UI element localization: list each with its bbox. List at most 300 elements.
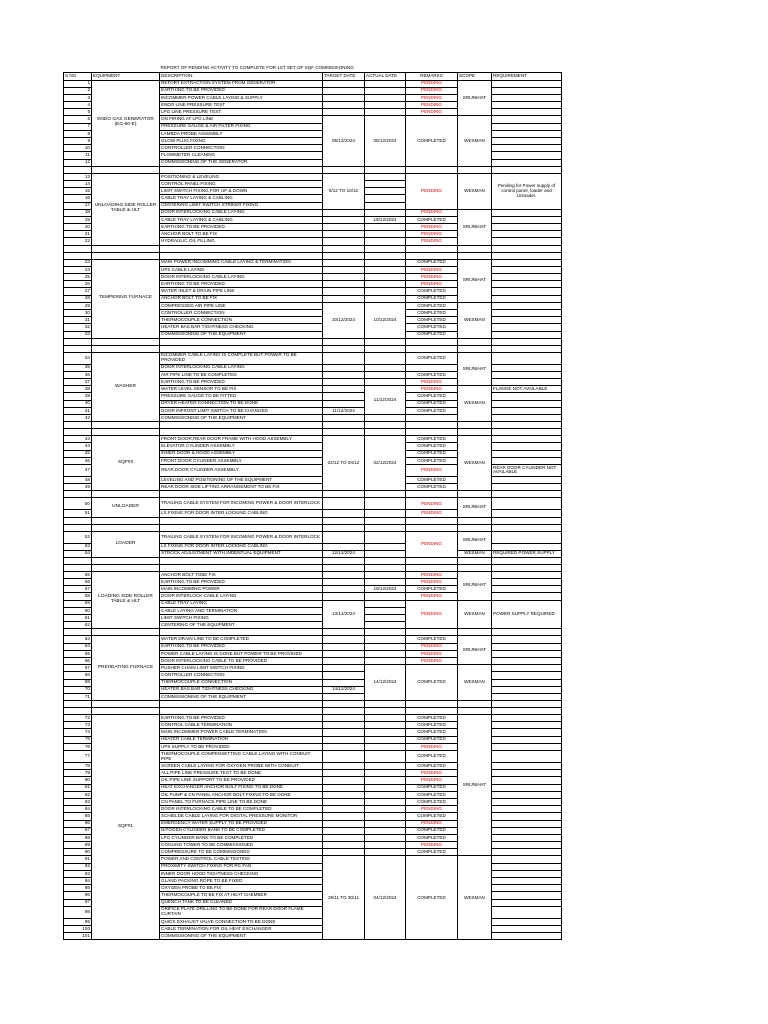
- target-date: [323, 643, 365, 650]
- serial-number: 78: [64, 763, 92, 770]
- actual-date: [365, 288, 406, 295]
- scope-merged-cell: SRIJNIHAT: [458, 498, 492, 517]
- description: HYDRAULIC OIL FILLING: [160, 238, 323, 245]
- remarks-merged-cell: COMPLETED: [406, 665, 458, 701]
- spacer-cell: [64, 166, 92, 173]
- requirement: [492, 856, 562, 863]
- description: EARTHING TO BE PROVIDED: [160, 643, 323, 650]
- requirement: [492, 531, 562, 543]
- serial-number: 97: [64, 899, 92, 906]
- actual-date: [365, 87, 406, 94]
- description: INNER DOOR HOOD TIGHTNESS CHECKING: [160, 870, 323, 877]
- spacer-cell: [92, 517, 160, 524]
- requirement: [492, 87, 562, 94]
- target-date: [323, 813, 365, 820]
- requirement: REQUIRED POWER SUPPLY: [492, 550, 562, 557]
- description: DOOR INTERLOCK CABLE LAYING: [160, 593, 323, 600]
- target-date: [323, 288, 365, 295]
- spacer-cell: [92, 708, 160, 715]
- requirement: [492, 665, 562, 672]
- scope-merged-cell: WESMAN: [458, 856, 492, 940]
- target-date: [323, 715, 365, 722]
- remarks: PENDING: [406, 770, 458, 777]
- target-merged-cell: 13/12/2024: [323, 600, 365, 629]
- requirement: [492, 259, 562, 266]
- actual-date: [365, 715, 406, 722]
- header-description: DESCRIPTION: [160, 73, 323, 81]
- spacer-cell: [458, 429, 492, 436]
- serial-number: 65: [64, 650, 92, 657]
- remarks: PENDING: [406, 842, 458, 849]
- spacer-cell: [406, 557, 458, 564]
- serial-number: 50: [64, 498, 92, 510]
- remarks: COMPLETED: [406, 400, 458, 407]
- actual-date: [365, 615, 406, 622]
- spacer-cell: [458, 701, 492, 708]
- target-date: [323, 510, 365, 517]
- requirement: FLANGE NOT AVAILABLE: [492, 386, 562, 393]
- spacer-cell: [323, 629, 365, 636]
- description: LAMBDA PROBE ASSEMBLY: [160, 130, 323, 137]
- actual-date: [365, 849, 406, 856]
- spacer-cell: [458, 422, 492, 429]
- remarks: COMPLETED: [406, 722, 458, 729]
- serial-number: 76: [64, 743, 92, 750]
- equipment-name: PREHEATING FURNACE: [92, 636, 160, 701]
- description: MAIN INCOMMER POWER CABLE TERMINATION: [160, 729, 323, 736]
- spacer-cell: [92, 564, 160, 571]
- spacer-cell: [92, 429, 160, 436]
- target-date: [323, 834, 365, 841]
- table-row: [64, 498, 562, 510]
- remarks: COMPLETED: [406, 436, 458, 443]
- req-merged-cell: Pending for Power supply of control panel, loader and Unloader.: [492, 173, 562, 209]
- spacer-cell: [406, 429, 458, 436]
- description: CONTROL CABLE TERMINATION: [160, 722, 323, 729]
- spacer-row: [64, 491, 562, 498]
- actual-date: [365, 202, 406, 209]
- description: CABLE TERMINATION FOR OIL HEAT EXCHANGER: [160, 925, 323, 932]
- requirement: [492, 145, 562, 152]
- requirement: [492, 498, 562, 510]
- description: DOOR INTERLOCKING CABLE LAYING: [160, 274, 323, 281]
- serial-number: 73: [64, 722, 92, 729]
- requirement: [492, 152, 562, 159]
- spacer-cell: [365, 252, 406, 259]
- description: OIL PIPE LINE SUPPORT TO BE PROVIDED: [160, 777, 323, 784]
- spacer-cell: [323, 564, 365, 571]
- spacer-row: [64, 629, 562, 636]
- target-date: [323, 849, 365, 856]
- spacer-cell: [64, 338, 92, 345]
- serial-number: 74: [64, 729, 92, 736]
- remarks: PENDING: [406, 510, 458, 517]
- target-date: [323, 636, 365, 643]
- spacer-row: [64, 701, 562, 708]
- serial-number: 72: [64, 715, 92, 722]
- description: FRONT DOOR CYLINDER ASSEMBLY: [160, 457, 323, 464]
- serial-number: 94: [64, 878, 92, 885]
- remarks: PENDING: [406, 238, 458, 245]
- header-scope: SCOPE: [458, 73, 492, 81]
- serial-number: 2: [64, 87, 92, 94]
- actual-date: [365, 238, 406, 245]
- serial-number: 13: [64, 173, 92, 180]
- requirement: [492, 415, 562, 422]
- description: DOOR INTERLOCKING CABLE LAYING: [160, 364, 323, 371]
- requirement: [492, 159, 562, 166]
- remarks: PENDING: [406, 209, 458, 216]
- remarks: PENDING: [406, 224, 458, 231]
- serial-number: 15: [64, 188, 92, 195]
- actual-date: [365, 415, 406, 422]
- requirement: [492, 281, 562, 288]
- requirement: [492, 436, 562, 443]
- spacer-row: [64, 564, 562, 571]
- requirement: REAR DOOR CYLINDER NOT AVAILABLE: [492, 464, 562, 476]
- actual-date: [365, 784, 406, 791]
- description: ANCHOR BOLT TO BE FIX: [160, 231, 323, 238]
- spacer-cell: [64, 557, 92, 564]
- spacer-cell: [323, 252, 365, 259]
- spacer-cell: [323, 166, 365, 173]
- requirement: [492, 842, 562, 849]
- actual-date: [365, 593, 406, 600]
- description: TRAILING CABLE SYSTEM FOR INCOMING POWER & DOOR INTERLOCK: [160, 498, 323, 510]
- requirement: [492, 450, 562, 457]
- requirement: [492, 806, 562, 813]
- target-date: [323, 531, 365, 543]
- actual-date: [365, 352, 406, 364]
- scope-merged-cell: SRIJNIHAT: [458, 352, 492, 386]
- header-target-date: TARGET DATE: [323, 73, 365, 81]
- spacer-cell: [160, 338, 323, 345]
- scope-merged-cell: WESMAN: [458, 665, 492, 701]
- spacer-cell: [458, 517, 492, 524]
- spacer-cell: [492, 517, 562, 524]
- spacer-cell: [365, 524, 406, 531]
- description: EMERGENCY WATER SUPPLY TO BE PROVIDED: [160, 820, 323, 827]
- serial-number: 21: [64, 231, 92, 238]
- spacer-cell: [160, 491, 323, 498]
- serial-number: 36: [64, 371, 92, 378]
- actual-date: [365, 102, 406, 109]
- spacer-cell: [64, 708, 92, 715]
- remarks: COMPLETED: [406, 791, 458, 798]
- remarks: [406, 364, 458, 371]
- description: CABLE TRAY LAYING & CABLING: [160, 216, 323, 223]
- serial-number: 54: [64, 550, 92, 557]
- actual-date: [365, 813, 406, 820]
- serial-number: 5: [64, 109, 92, 116]
- serial-number: 62: [64, 622, 92, 629]
- remarks: COMPLETED: [406, 476, 458, 483]
- requirement: [492, 393, 562, 400]
- requirement: [492, 827, 562, 834]
- description: LIMIT SWITCH FIXING: [160, 615, 323, 622]
- spacer-row: [64, 524, 562, 531]
- target-date: [323, 657, 365, 664]
- serial-number: 9: [64, 138, 92, 145]
- remarks: COMPLETED: [406, 763, 458, 770]
- actual-date: [365, 607, 406, 614]
- actual-merged-cell: 14/12/2024: [365, 665, 406, 701]
- serial-number: 56: [64, 579, 92, 586]
- description: MAIN INCOMMING POWER: [160, 586, 323, 593]
- serial-number: 27: [64, 288, 92, 295]
- requirement: [492, 892, 562, 899]
- serial-number: 22: [64, 238, 92, 245]
- description: FRONT DOOR,REAR DOOR FRAME WITH HOOD ASSEMBLY: [160, 436, 323, 443]
- requirement: [492, 510, 562, 517]
- description: COMMISSIONING OF THE GENERATOR: [160, 159, 323, 166]
- description: ENDO LINE PRESSURE TEST: [160, 102, 323, 109]
- requirement: [492, 109, 562, 116]
- spacer-cell: [323, 345, 365, 352]
- spacer-cell: [365, 166, 406, 173]
- serial-number: 47: [64, 464, 92, 476]
- actual-date: [365, 820, 406, 827]
- serial-number: 92: [64, 863, 92, 870]
- description: SCREEN CABLE LAYING FOR OXYGEN PROBE WITH CONDUIT: [160, 763, 323, 770]
- target-date: [323, 259, 365, 266]
- serial-number: 58: [64, 593, 92, 600]
- spacer-cell: [406, 564, 458, 571]
- remarks: COMPLETED: [406, 798, 458, 805]
- serial-number: 8: [64, 130, 92, 137]
- target-date: [323, 400, 365, 407]
- scope-merged-cell: SRIJNIHAT: [458, 571, 492, 600]
- serial-number: 87: [64, 827, 92, 834]
- requirement: [492, 94, 562, 101]
- description: HEAT EXCHANGER ANCHOR BOLT FIXING TO BE DONE: [160, 784, 323, 791]
- spacer-cell: [406, 166, 458, 173]
- serial-number: 17: [64, 202, 92, 209]
- remarks: COMPLETED: [406, 317, 458, 324]
- serial-number: 96: [64, 892, 92, 899]
- requirement: [492, 116, 562, 123]
- table-row: [64, 80, 562, 87]
- remarks: COMPLETED: [406, 216, 458, 223]
- serial-number: 3: [64, 94, 92, 101]
- scope-merged-cell: SRIJNIHAT: [458, 531, 492, 550]
- actual-date: [365, 379, 406, 386]
- serial-number: 55: [64, 571, 92, 578]
- serial-number: 51: [64, 510, 92, 517]
- actual-date: [365, 173, 406, 180]
- target-date: [323, 827, 365, 834]
- serial-number: 40: [64, 400, 92, 407]
- spacer-cell: [492, 524, 562, 531]
- description: WATER LEVEL SENSOR TO BE FIX: [160, 386, 323, 393]
- requirement: [492, 309, 562, 316]
- serial-number: 101: [64, 933, 92, 940]
- requirement: [492, 813, 562, 820]
- remarks: PENDING: [406, 777, 458, 784]
- serial-number: 81: [64, 784, 92, 791]
- remarks: COMPLETED: [406, 484, 458, 491]
- serial-number: 61: [64, 615, 92, 622]
- table-row: [64, 571, 562, 578]
- target-date: [323, 80, 365, 87]
- actual-merged-cell: 04/12/2024: [365, 856, 406, 940]
- spacer-cell: [458, 252, 492, 259]
- spacer-cell: [365, 708, 406, 715]
- serial-number: 48: [64, 476, 92, 483]
- serial-number: 30: [64, 309, 92, 316]
- actual-date: [365, 543, 406, 550]
- equipment-name: LOADER: [92, 531, 160, 557]
- description: FLOWMETER CLEANING: [160, 152, 323, 159]
- spacer-cell: [365, 491, 406, 498]
- description: THERMOCOUPLE CONNECTION: [160, 317, 323, 324]
- target-date: [323, 386, 365, 393]
- spacer-cell: [64, 564, 92, 571]
- requirement: [492, 672, 562, 679]
- description: CONTROLLER CONNECTION: [160, 145, 323, 152]
- requirement: [492, 798, 562, 805]
- header-sno: S NO: [64, 73, 92, 81]
- spacer-cell: [406, 708, 458, 715]
- description: ANCHOR BOLT TOBE FIX: [160, 571, 323, 578]
- requirement: [492, 834, 562, 841]
- remarks: PENDING: [406, 657, 458, 664]
- serial-number: 71: [64, 693, 92, 700]
- requirement: [492, 331, 562, 338]
- equipment-name: SQF#3: [92, 436, 160, 491]
- serial-number: 52: [64, 531, 92, 543]
- remarks-merged-cell: PENDING: [406, 531, 458, 557]
- requirement: [492, 224, 562, 231]
- serial-number: 35: [64, 364, 92, 371]
- serial-number: 79: [64, 770, 92, 777]
- remarks: PENDING: [406, 498, 458, 510]
- actual-merged-cell: 10/12/2024: [365, 302, 406, 338]
- description: HEATER BAS BAR TIGHTNESS CHECKING: [160, 324, 323, 331]
- remarks: COMPLETED: [406, 259, 458, 266]
- actual-date: [365, 80, 406, 87]
- actual-date: [365, 195, 406, 202]
- remarks: COMPLETED: [406, 784, 458, 791]
- spacer-cell: [160, 629, 323, 636]
- scope-merged-cell: WESMAN: [458, 600, 492, 629]
- target-date: [323, 393, 365, 400]
- requirement: [492, 784, 562, 791]
- spacer-cell: [92, 245, 160, 252]
- actual-date: [365, 657, 406, 664]
- scope-merged-cell: SRIJNIHAT: [458, 209, 492, 245]
- description: ANCHOR BOLT TO BE FIX: [160, 295, 323, 302]
- target-date: [323, 842, 365, 849]
- serial-number: 100: [64, 925, 92, 932]
- spacer-cell: [365, 701, 406, 708]
- scope-merged-cell: SRIJNIHAT: [458, 715, 492, 856]
- remarks: COMPLETED: [406, 849, 458, 856]
- serial-number: 77: [64, 751, 92, 763]
- spacer-cell: [365, 345, 406, 352]
- serial-number: 7: [64, 123, 92, 130]
- remarks: PENDING: [406, 109, 458, 116]
- target-date: [323, 586, 365, 593]
- description: SCHIELDE CABLE LAYING FOR DIGITAL PRESSURE MONITOR: [160, 813, 323, 820]
- target-date: [323, 777, 365, 784]
- requirement: [492, 870, 562, 877]
- scope-merged-cell: WESMAN: [458, 436, 492, 491]
- spacer-cell: [92, 524, 160, 531]
- description: UPS SUPPLY TO BE PROVIDED: [160, 743, 323, 750]
- serial-number: 41: [64, 407, 92, 414]
- target-date: [323, 415, 365, 422]
- target-date: [323, 798, 365, 805]
- spacer-cell: [492, 564, 562, 571]
- actual-date: [365, 798, 406, 805]
- target-date: 12/12/2024: [323, 550, 365, 557]
- requirement: [492, 317, 562, 324]
- actual-date: [365, 777, 406, 784]
- description: LIMIT SWITCH FIXING FOR UP & DOWN: [160, 188, 323, 195]
- actual-date: [365, 806, 406, 813]
- actual-merged-cell: 02/12/2024: [365, 436, 406, 491]
- description: CENTERING LIMIT SWITCH STRIKER FIXING: [160, 202, 323, 209]
- actual-date: [365, 729, 406, 736]
- spacer-cell: [160, 524, 323, 531]
- spacer-cell: [92, 629, 160, 636]
- equipment-name: UNLOADING SIDE ROLLER TABLE & HLT: [92, 173, 160, 245]
- serial-number: 29: [64, 302, 92, 309]
- actual-date: [365, 579, 406, 586]
- spacer-cell: [492, 166, 562, 173]
- description: ON FIRING AT LPG LINE: [160, 116, 323, 123]
- target-date: [323, 543, 365, 550]
- remarks: PENDING: [406, 87, 458, 94]
- actual-date: [365, 736, 406, 743]
- remarks: COMPLETED: [406, 352, 458, 364]
- target-date: [323, 650, 365, 657]
- spacer-cell: [492, 338, 562, 345]
- serial-number: 67: [64, 665, 92, 672]
- spacer-cell: [458, 491, 492, 498]
- actual-date: 19/12/2024: [365, 216, 406, 223]
- serial-number: 28: [64, 295, 92, 302]
- description: COMPRESSED AIR PIPE LINE: [160, 302, 323, 309]
- description: COOLING TOWER TO BE COMMISSIONED: [160, 842, 323, 849]
- requirement: [492, 266, 562, 273]
- spacer-cell: [406, 338, 458, 345]
- requirement: [492, 736, 562, 743]
- title-row: [64, 65, 562, 73]
- description: ALL PIPE LINE PRESSURE TEST TO BE DONE: [160, 770, 323, 777]
- serial-number: 49: [64, 484, 92, 491]
- actual-date: [365, 371, 406, 378]
- scope-merged-cell: SRIJNIHAT: [458, 636, 492, 665]
- equipment-name: TEMPERING FURNACE: [92, 259, 160, 338]
- remarks: COMPLETED: [406, 324, 458, 331]
- spacer-row: [64, 345, 562, 352]
- description: EARTHING TO BE PROVIDED: [160, 87, 323, 94]
- requirement: [492, 657, 562, 664]
- actual-date: [365, 722, 406, 729]
- remarks: COMPLETED: [406, 288, 458, 295]
- serial-number: 37: [64, 379, 92, 386]
- actual-date: [365, 763, 406, 770]
- spacer-cell: [458, 564, 492, 571]
- target-date: [323, 693, 365, 700]
- remarks: PENDING: [406, 650, 458, 657]
- requirement: [492, 457, 562, 464]
- actual-date: [365, 770, 406, 777]
- description: ORIFICE PLATE DRILLING TO BE DONE FOR REAR DOOR FLAME CURTAIN: [160, 906, 323, 918]
- spacer-cell: [323, 557, 365, 564]
